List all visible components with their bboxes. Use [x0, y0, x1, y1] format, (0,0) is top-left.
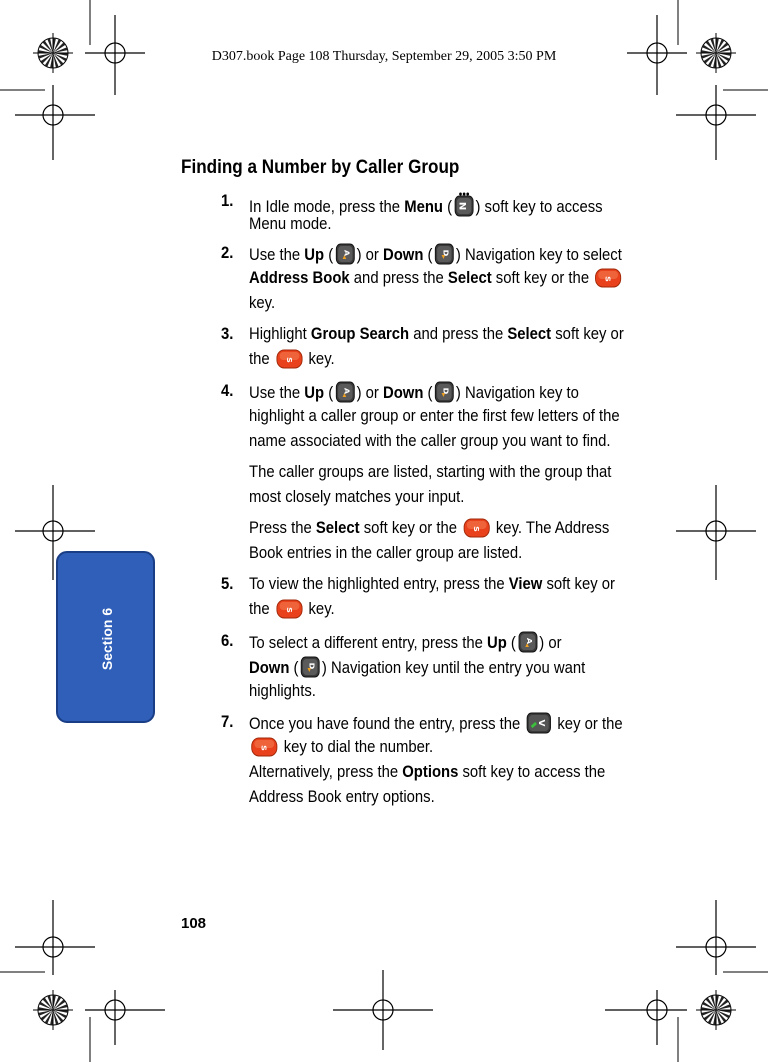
- step-number: 1.: [221, 192, 234, 210]
- step-line: S key to dial the number.: [249, 737, 433, 762]
- svg-text:S: S: [259, 745, 269, 751]
- step-line: Address Book entry options.: [249, 788, 435, 806]
- step-number: 5.: [221, 575, 234, 593]
- step-number: 7.: [221, 713, 234, 731]
- select-key-icon: [595, 268, 622, 293]
- step-number: 2.: [221, 244, 234, 262]
- page-number: 108: [181, 915, 207, 932]
- step-line: highlight a caller group or enter the first few letters of the: [249, 407, 620, 425]
- nav-up-key-icon: [335, 243, 355, 270]
- select-key-icon: [276, 599, 303, 624]
- step-line: Menu mode.: [249, 215, 332, 233]
- svg-text:S: S: [471, 526, 481, 532]
- step-line: Use the Up ( A ) or Down ( D ) Navigation key to select: [249, 243, 622, 270]
- step-paragraph: The caller groups are listed, starting with the group that: [249, 463, 612, 481]
- step-paragraph: Book entries in the caller group are listed.: [249, 544, 523, 562]
- step-line: the S key.: [249, 349, 335, 374]
- send-key-icon: [526, 712, 551, 739]
- step-line: highlights.: [249, 682, 316, 700]
- svg-text:A: A: [342, 249, 351, 257]
- step-line: key.: [249, 294, 276, 312]
- svg-text:S: S: [284, 607, 294, 613]
- svg-text:A: A: [342, 387, 351, 395]
- select-key-icon: [251, 737, 278, 762]
- step-line: the S key.: [249, 599, 335, 624]
- step-line: Down ( D ) Navigation key until the entry you want: [249, 656, 585, 683]
- step-paragraph: Press the Select soft key or the S key. The Address: [249, 518, 609, 543]
- section-heading: Finding a Number by Caller Group: [181, 157, 460, 178]
- svg-text:V: V: [536, 719, 546, 727]
- print-header: D307.book Page 108 Thursday, September 29, 2005 3:50 PM: [211, 49, 557, 64]
- svg-text:S: S: [284, 357, 294, 363]
- step-line: To select a different entry, press the Up ( A ) or: [249, 631, 562, 658]
- step-line: To view the highlighted entry, press the View soft key or: [249, 575, 615, 593]
- section-tab: [56, 551, 155, 723]
- nav-up-key-icon: [518, 631, 538, 658]
- select-key-icon: [276, 349, 303, 374]
- step-paragraph: most closely matches your input.: [249, 488, 465, 506]
- step-line: Alternatively, press the Options soft key to access the: [249, 763, 606, 781]
- svg-text:S: S: [603, 276, 613, 282]
- nav-down-key-icon: [434, 243, 454, 270]
- svg-text:A: A: [524, 637, 534, 645]
- svg-text:N: N: [456, 201, 467, 211]
- step-number: 3.: [221, 325, 234, 343]
- step-line: Once you have found the entry, press the V key or the: [249, 712, 623, 739]
- nav-up-key-icon: [335, 381, 355, 408]
- select-key-icon: [463, 518, 490, 543]
- nav-down-key-icon: [300, 656, 320, 683]
- step-number: 6.: [221, 632, 234, 650]
- section-tab-label: Section 6: [99, 607, 116, 671]
- step-line: Use the Up ( A ) or Down ( D ) Navigation key to: [249, 381, 579, 408]
- step-number: 4.: [221, 382, 234, 400]
- nav-down-key-icon: [434, 381, 454, 408]
- step-line: Address Book and press the Select soft key or the S: [249, 268, 624, 293]
- svg-text:D: D: [441, 387, 450, 395]
- step-line: name associated with the caller group you want to find.: [249, 432, 611, 450]
- step-line: In Idle mode, press the Menu ( N ) soft key to access: [249, 191, 603, 222]
- svg-text:D: D: [307, 662, 316, 670]
- step-line: Highlight Group Search and press the Select soft key or: [249, 325, 624, 343]
- svg-text:D: D: [441, 249, 450, 257]
- menu-key-icon: [454, 191, 474, 222]
